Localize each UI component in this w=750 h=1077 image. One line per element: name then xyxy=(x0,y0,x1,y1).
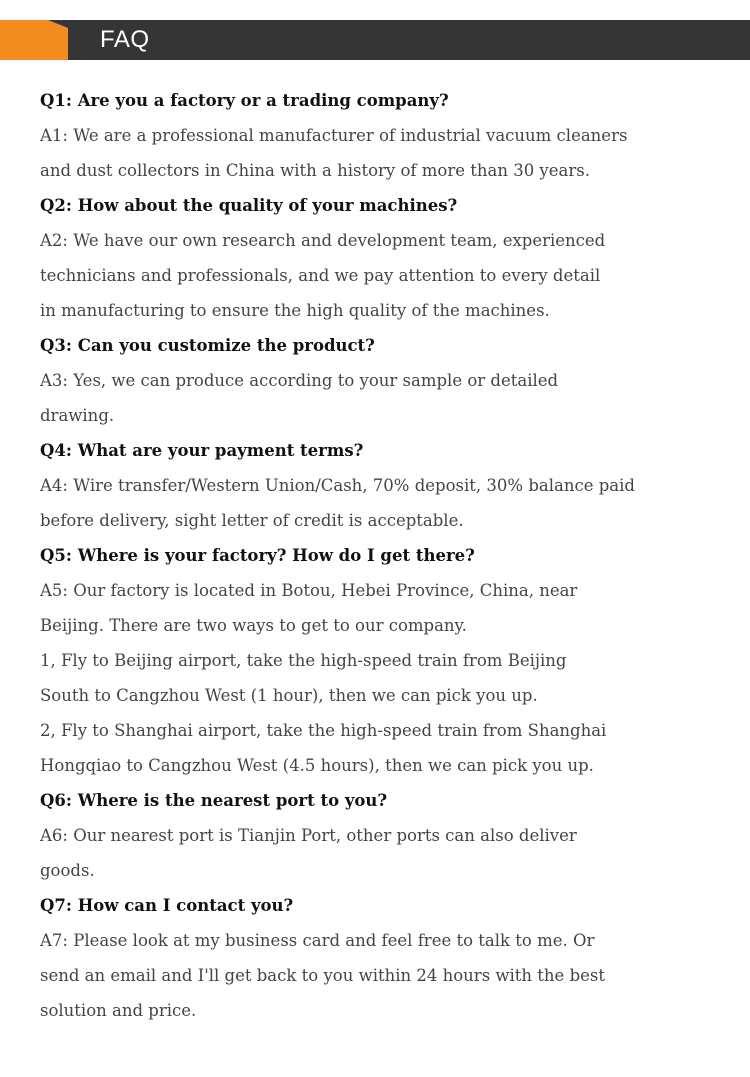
faq-item xyxy=(40,83,730,188)
faq-answer-line: A6: Our nearest port is Tianjin Port, other ports can also deliver xyxy=(40,826,577,845)
faq-item xyxy=(40,783,730,888)
header-title: FAQ xyxy=(100,26,150,53)
faq-answer-line: technicians and professionals, and we pay attention to every detail xyxy=(40,266,601,285)
faq-answer-line: A4: Wire transfer/Western Union/Cash, 70% deposit, 30% balance paid xyxy=(40,476,635,495)
faq-answer-line: Hongqiao to Cangzhou West (4.5 hours), then we can pick you up. xyxy=(40,756,594,775)
header-accent-block xyxy=(0,20,48,60)
faq-question: Q4: What are your payment terms? xyxy=(40,441,364,460)
faq-question: Q7: How can I contact you? xyxy=(40,896,294,915)
faq-answer-line: A1: We are a professional manufacturer of industrial vacuum cleaners xyxy=(40,126,628,145)
faq-answer-line: 1, Fly to Beijing airport, take the high-speed train from Beijing xyxy=(40,651,567,670)
faq-question: Q5: Where is your factory? How do I get there? xyxy=(40,546,475,565)
faq-answer-line: A5: Our factory is located in Botou, Hebei Province, China, near xyxy=(40,581,578,600)
faq-answer-line: drawing. xyxy=(40,406,115,425)
faq-item xyxy=(40,188,730,328)
faq-answer-line: A7: Please look at my business card and feel free to talk to me. Or xyxy=(40,931,595,950)
faq-header-bar xyxy=(0,20,750,60)
faq-answer-line: goods. xyxy=(40,861,95,880)
faq-answer-line: South to Cangzhou West (1 hour), then we can pick you up. xyxy=(40,686,538,705)
faq-answer-line: Beijing. There are two ways to get to our company. xyxy=(40,616,467,635)
faq-answer-line: solution and price. xyxy=(40,1001,197,1020)
faq-question: Q2: How about the quality of your machines? xyxy=(40,196,458,215)
faq-answer-line: A2: We have our own research and development team, experienced xyxy=(40,231,606,250)
faq-question: Q6: Where is the nearest port to you? xyxy=(40,791,388,810)
faq-item xyxy=(40,433,730,538)
faq-answer-line: 2, Fly to Shanghai airport, take the high-speed train from Shanghai xyxy=(40,721,607,740)
faq-question: Q1: Are you a factory or a trading company? xyxy=(40,91,449,110)
faq-item xyxy=(40,328,730,433)
faq-question: Q3: Can you customize the product? xyxy=(40,336,375,355)
header-accent-corner xyxy=(48,20,68,60)
faq-answer-line: A3: Yes, we can produce according to your sample or detailed xyxy=(40,371,559,390)
faq-answer-line: and dust collectors in China with a history of more than 30 years. xyxy=(40,161,590,180)
faq-answer-line: before delivery, sight letter of credit is acceptable. xyxy=(40,511,464,530)
faq-list xyxy=(40,83,730,1028)
faq-answer-line: send an email and I'll get back to you within 24 hours with the best xyxy=(40,966,605,985)
faq-item xyxy=(40,538,730,783)
faq-answer-line: in manufacturing to ensure the high quality of the machines. xyxy=(40,301,550,320)
faq-item xyxy=(40,888,730,1028)
